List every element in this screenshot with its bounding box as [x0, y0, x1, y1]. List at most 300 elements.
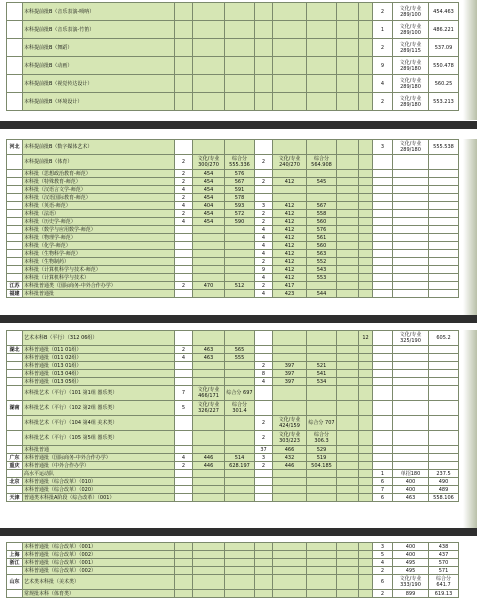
- value-cell: 570: [429, 559, 459, 567]
- table-row: [7, 75, 459, 93]
- value-cell: 4: [175, 354, 193, 362]
- value-cell: 571: [429, 567, 459, 575]
- value-cell: [175, 290, 193, 298]
- value-cell: [337, 266, 359, 274]
- value-cell: [175, 234, 193, 242]
- value-cell: [225, 416, 255, 431]
- value-cell: [337, 21, 359, 39]
- value-cell: [193, 21, 225, 39]
- value-cell: [359, 575, 373, 590]
- value-cell: [429, 362, 459, 370]
- program-cell: 艺术类本科批（美术类）: [23, 575, 175, 590]
- value-cell: [429, 194, 459, 202]
- province-cell: 广东: [7, 454, 23, 462]
- value-cell: [307, 186, 337, 194]
- value-cell: [337, 354, 359, 362]
- value-cell: [337, 282, 359, 290]
- value-cell: 7: [175, 386, 193, 401]
- value-cell: 9: [255, 266, 273, 274]
- value-cell: [193, 290, 225, 298]
- table-row: [7, 39, 459, 57]
- value-cell: 2: [255, 416, 273, 431]
- value-cell: [429, 346, 459, 354]
- program-cell: 高水平运动队: [23, 470, 175, 478]
- value-cell: [307, 590, 337, 598]
- value-cell: [175, 250, 193, 258]
- program-cell: 本科批普通类（国际商务-中外合作办学）: [23, 282, 175, 290]
- value-cell: [359, 543, 373, 551]
- value-cell: [193, 494, 225, 502]
- value-cell: [373, 258, 393, 266]
- value-cell: [175, 57, 193, 75]
- province-cell: [7, 93, 23, 111]
- value-cell: 454: [193, 170, 225, 178]
- value-cell: [307, 170, 337, 178]
- value-cell: 567: [225, 178, 255, 186]
- value-cell: [273, 21, 307, 39]
- value-cell: [373, 378, 393, 386]
- program-cell: 本科提前批B（体育）: [23, 155, 175, 170]
- program-cell: 本科批（数学与应用数学-师范）: [23, 226, 175, 234]
- program-cell: 本科批艺术（平行）（102 第2组 器乐类）: [23, 401, 175, 416]
- program-cell: 本科提前批B（音乐表演-唢呐）: [23, 3, 175, 21]
- value-cell: 6: [373, 575, 393, 590]
- value-cell: [273, 194, 307, 202]
- value-cell: [359, 3, 373, 21]
- value-cell: [359, 494, 373, 502]
- value-cell: [307, 567, 337, 575]
- value-cell: 综合分 301.4: [225, 401, 255, 416]
- value-cell: [273, 331, 307, 346]
- value-cell: [429, 266, 459, 274]
- value-cell: 3: [373, 140, 393, 155]
- value-cell: [255, 386, 273, 401]
- value-cell: 514: [225, 454, 255, 462]
- table-row: [7, 494, 459, 502]
- value-cell: 4: [175, 454, 193, 462]
- value-cell: 463: [193, 354, 225, 362]
- value-cell: [373, 202, 393, 210]
- program-cell: 本科批（英语-师范）: [23, 202, 175, 210]
- value-cell: 412: [273, 234, 307, 242]
- value-cell: [193, 75, 225, 93]
- value-cell: 544: [307, 290, 337, 298]
- value-cell: [193, 242, 225, 250]
- value-cell: [175, 486, 193, 494]
- value-cell: [193, 3, 225, 21]
- value-cell: [337, 57, 359, 75]
- value-cell: [359, 178, 373, 186]
- value-cell: [337, 470, 359, 478]
- value-cell: 454: [193, 186, 225, 194]
- value-cell: [225, 478, 255, 486]
- value-cell: [307, 470, 337, 478]
- value-cell: [175, 242, 193, 250]
- value-cell: 4: [255, 290, 273, 298]
- value-cell: 521: [307, 362, 337, 370]
- value-cell: [307, 39, 337, 57]
- value-cell: [255, 494, 273, 502]
- value-cell: [359, 75, 373, 93]
- program-cell: 本科普通批（013 04组）: [23, 370, 175, 378]
- table-row: [7, 3, 459, 21]
- value-cell: [255, 39, 273, 57]
- table-row: [7, 226, 459, 234]
- value-cell: [429, 378, 459, 386]
- value-cell: [373, 234, 393, 242]
- program-cell: 常规批本科（体育类）: [23, 590, 175, 598]
- value-cell: [429, 210, 459, 218]
- value-cell: [359, 401, 373, 416]
- value-cell: 文化/专业 333/190: [393, 575, 429, 590]
- value-cell: [429, 431, 459, 446]
- value-cell: 628.197: [225, 462, 255, 470]
- value-cell: [193, 234, 225, 242]
- value-cell: [359, 416, 373, 431]
- value-cell: [373, 218, 393, 226]
- value-cell: 504.185: [307, 462, 337, 470]
- value-cell: [359, 210, 373, 218]
- value-cell: 2: [373, 93, 393, 111]
- value-cell: 486.221: [429, 21, 459, 39]
- value-cell: [337, 93, 359, 111]
- value-cell: [337, 386, 359, 401]
- program-cell: 本科普通批（中外合作办学）: [23, 462, 175, 470]
- value-cell: [193, 551, 225, 559]
- value-cell: 文化/专业 289/100: [393, 3, 429, 21]
- value-cell: 463: [193, 346, 225, 354]
- value-cell: 4: [255, 378, 273, 386]
- value-cell: 512: [225, 282, 255, 290]
- value-cell: [429, 170, 459, 178]
- value-cell: 591: [225, 186, 255, 194]
- value-cell: [429, 274, 459, 282]
- value-cell: [429, 354, 459, 362]
- value-cell: 5: [175, 401, 193, 416]
- value-cell: [175, 274, 193, 282]
- value-cell: [193, 478, 225, 486]
- value-cell: [307, 559, 337, 567]
- value-cell: [193, 559, 225, 567]
- value-cell: 文化/专业 289/180: [393, 57, 429, 75]
- table-row: [7, 551, 459, 559]
- value-cell: [337, 250, 359, 258]
- value-cell: [429, 226, 459, 234]
- program-cell: 本科提前批B（环境设计）: [23, 93, 175, 111]
- program-cell: 本科普通批（综合改革）（010）: [23, 478, 175, 486]
- table-row: [7, 362, 459, 370]
- value-cell: [273, 543, 307, 551]
- value-cell: [225, 266, 255, 274]
- province-cell: [7, 354, 23, 362]
- value-cell: 446: [193, 454, 225, 462]
- value-cell: 4: [373, 559, 393, 567]
- value-cell: 2: [175, 282, 193, 290]
- province-cell: [7, 470, 23, 478]
- value-cell: [273, 567, 307, 575]
- value-cell: [273, 75, 307, 93]
- province-cell: [7, 266, 23, 274]
- admission-table-block-4: [6, 542, 459, 598]
- value-cell: 454: [193, 194, 225, 202]
- value-cell: 2: [255, 258, 273, 266]
- value-cell: [359, 486, 373, 494]
- value-cell: [393, 282, 429, 290]
- value-cell: [359, 266, 373, 274]
- value-cell: 4: [373, 75, 393, 93]
- value-cell: 576: [225, 170, 255, 178]
- value-cell: [225, 378, 255, 386]
- value-cell: [429, 218, 459, 226]
- value-cell: [225, 21, 255, 39]
- page-edge-shadow: [463, 0, 477, 120]
- section-divider: [0, 528, 477, 536]
- value-cell: [225, 242, 255, 250]
- value-cell: [359, 93, 373, 111]
- table-row: [7, 470, 459, 478]
- value-cell: [225, 543, 255, 551]
- value-cell: [273, 494, 307, 502]
- province-cell: [7, 378, 23, 386]
- value-cell: [255, 21, 273, 39]
- value-cell: [337, 226, 359, 234]
- value-cell: [359, 242, 373, 250]
- value-cell: [175, 39, 193, 57]
- value-cell: 412: [273, 202, 307, 210]
- program-cell: 本科普通批（011 02组）: [23, 354, 175, 362]
- table-row: [7, 194, 459, 202]
- value-cell: [225, 470, 255, 478]
- value-cell: [429, 370, 459, 378]
- province-cell: 上海: [7, 551, 23, 559]
- program-cell: 本科提前批B（动画）: [23, 57, 175, 75]
- value-cell: 572: [225, 210, 255, 218]
- value-cell: 560: [307, 218, 337, 226]
- value-cell: [359, 250, 373, 258]
- value-cell: [225, 362, 255, 370]
- program-cell: 本科批（计算机科学与技术）: [23, 274, 175, 282]
- program-cell: 本科普通批（综合改革）（001）: [23, 559, 175, 567]
- value-cell: 4: [255, 234, 273, 242]
- value-cell: [359, 354, 373, 362]
- value-cell: [307, 386, 337, 401]
- province-cell: [7, 57, 23, 75]
- value-cell: [337, 559, 359, 567]
- value-cell: [175, 140, 193, 155]
- program-cell: 本科批（特殊教育-师范）: [23, 178, 175, 186]
- value-cell: [359, 194, 373, 202]
- province-cell: [7, 218, 23, 226]
- value-cell: [225, 93, 255, 111]
- section-divider: [0, 121, 477, 129]
- value-cell: [255, 551, 273, 559]
- province-cell: [7, 3, 23, 21]
- value-cell: 文化/专业 240/270: [273, 155, 307, 170]
- value-cell: 2: [255, 218, 273, 226]
- value-cell: 561: [307, 234, 337, 242]
- value-cell: 文化/专业 466/171: [193, 386, 225, 401]
- province-cell: [7, 186, 23, 194]
- value-cell: [225, 140, 255, 155]
- province-cell: [7, 226, 23, 234]
- value-cell: [273, 590, 307, 598]
- value-cell: [337, 543, 359, 551]
- value-cell: 2: [175, 178, 193, 186]
- value-cell: [393, 431, 429, 446]
- value-cell: [393, 378, 429, 386]
- value-cell: 2: [255, 431, 273, 446]
- program-cell: 本科批（计算机科学与技术-师范）: [23, 266, 175, 274]
- program-cell: 本科提前批B（数字媒体艺术）: [23, 140, 175, 155]
- province-cell: [7, 194, 23, 202]
- province-cell: [7, 178, 23, 186]
- program-cell: 本科普通批（011 01组）: [23, 346, 175, 354]
- province-cell: [7, 234, 23, 242]
- province-cell: [7, 155, 23, 170]
- value-cell: [359, 218, 373, 226]
- program-cell: 本科提前批B（音乐表演-竹笛）: [23, 21, 175, 39]
- value-cell: [373, 250, 393, 258]
- province-cell: [7, 170, 23, 178]
- value-cell: [393, 346, 429, 354]
- value-cell: [373, 266, 393, 274]
- value-cell: [337, 346, 359, 354]
- value-cell: [175, 551, 193, 559]
- value-cell: [255, 567, 273, 575]
- value-cell: 397: [273, 370, 307, 378]
- value-cell: [359, 446, 373, 454]
- value-cell: 3: [255, 202, 273, 210]
- value-cell: [225, 370, 255, 378]
- value-cell: [225, 446, 255, 454]
- page-edge-shadow: [463, 330, 477, 528]
- value-cell: [373, 454, 393, 462]
- value-cell: [429, 155, 459, 170]
- value-cell: 文化/专业 289/115: [393, 39, 429, 57]
- value-cell: [225, 331, 255, 346]
- value-cell: 4: [255, 250, 273, 258]
- table-row: [7, 446, 459, 454]
- table-row: [7, 567, 459, 575]
- value-cell: 文化/专业 300/270: [193, 155, 225, 170]
- value-cell: 400: [393, 543, 429, 551]
- program-cell: 本科普通批（综合改革）（001）: [23, 543, 175, 551]
- value-cell: [193, 378, 225, 386]
- value-cell: [359, 226, 373, 234]
- value-cell: [193, 543, 225, 551]
- value-cell: [337, 274, 359, 282]
- value-cell: [175, 362, 193, 370]
- value-cell: [255, 346, 273, 354]
- value-cell: [359, 362, 373, 370]
- value-cell: 553: [307, 274, 337, 282]
- value-cell: [307, 93, 337, 111]
- value-cell: 454: [193, 218, 225, 226]
- value-cell: [273, 575, 307, 590]
- value-cell: [359, 39, 373, 57]
- value-cell: 412: [273, 250, 307, 258]
- province-cell: [7, 370, 23, 378]
- province-cell: 河北: [7, 140, 23, 155]
- value-cell: [193, 57, 225, 75]
- value-cell: [307, 551, 337, 559]
- value-cell: 537.09: [429, 39, 459, 57]
- value-cell: 综合分 306.3: [307, 431, 337, 446]
- value-cell: [429, 178, 459, 186]
- program-cell: 本科普通批（综合改革）（002）: [23, 567, 175, 575]
- value-cell: [175, 370, 193, 378]
- value-cell: 578: [225, 194, 255, 202]
- table-row: [7, 170, 459, 178]
- table-row: [7, 140, 459, 155]
- value-cell: [273, 93, 307, 111]
- program-cell: 本科普通批（013 05组）: [23, 378, 175, 386]
- value-cell: [393, 266, 429, 274]
- value-cell: [225, 551, 255, 559]
- value-cell: 412: [273, 242, 307, 250]
- value-cell: 文化/专业 289/100: [393, 21, 429, 39]
- table-row: [7, 370, 459, 378]
- value-cell: 446: [193, 462, 225, 470]
- province-cell: 天津: [7, 494, 23, 502]
- value-cell: [225, 486, 255, 494]
- value-cell: [273, 354, 307, 362]
- program-cell: 本科批艺术（平行）（104 第4组 美术类）: [23, 416, 175, 431]
- value-cell: [273, 486, 307, 494]
- page-edge-shadow: [463, 139, 477, 315]
- value-cell: [175, 567, 193, 575]
- program-cell: 本科批（化学-师范）: [23, 242, 175, 250]
- value-cell: [429, 186, 459, 194]
- value-cell: [393, 454, 429, 462]
- value-cell: 529: [307, 446, 337, 454]
- table-row: [7, 378, 459, 386]
- value-cell: 9: [373, 57, 393, 75]
- table-row: [7, 93, 459, 111]
- value-cell: [359, 590, 373, 598]
- value-cell: [255, 140, 273, 155]
- value-cell: 2: [175, 462, 193, 470]
- value-cell: [393, 178, 429, 186]
- program-cell: 本科批（生物科学-师范）: [23, 250, 175, 258]
- value-cell: [337, 494, 359, 502]
- value-cell: [255, 590, 273, 598]
- value-cell: [429, 282, 459, 290]
- value-cell: [307, 57, 337, 75]
- value-cell: 4: [255, 242, 273, 250]
- value-cell: 423: [273, 290, 307, 298]
- value-cell: 397: [273, 362, 307, 370]
- value-cell: [175, 266, 193, 274]
- value-cell: 555: [225, 354, 255, 362]
- value-cell: [337, 155, 359, 170]
- value-cell: [337, 242, 359, 250]
- value-cell: 4: [255, 274, 273, 282]
- value-cell: [359, 386, 373, 401]
- value-cell: [393, 462, 429, 470]
- value-cell: [193, 274, 225, 282]
- value-cell: [337, 362, 359, 370]
- value-cell: 5: [373, 551, 393, 559]
- value-cell: [307, 354, 337, 362]
- value-cell: [373, 431, 393, 446]
- value-cell: [307, 331, 337, 346]
- value-cell: 8: [255, 370, 273, 378]
- value-cell: [255, 186, 273, 194]
- value-cell: [373, 170, 393, 178]
- value-cell: 4: [255, 226, 273, 234]
- value-cell: 563: [307, 250, 337, 258]
